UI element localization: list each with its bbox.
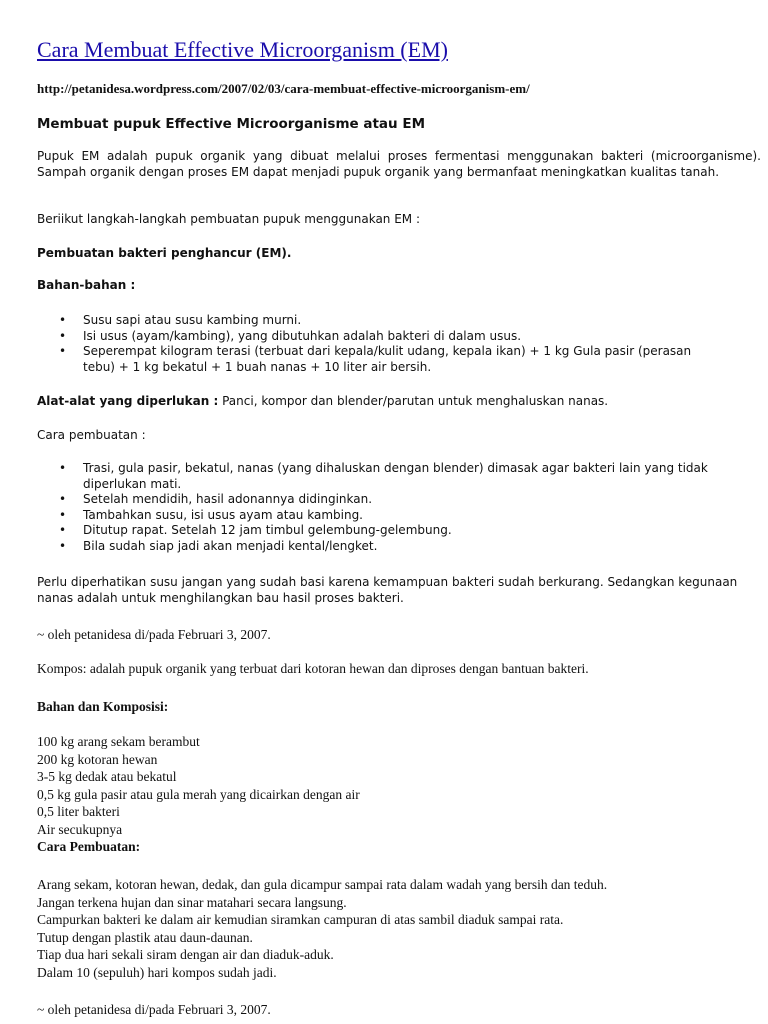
list-item: Air secukupnya — [37, 821, 123, 837]
method-heading-2: Cara Pembuatan: — [37, 839, 141, 854]
list-item: • Bila sudah siap jadi akan menjadi kental/lengket. — [37, 539, 723, 555]
source-url: http://petanidesa.wordpress.com/2007/02/03/cara-membuat-effective-microorganism-em/ — [37, 81, 530, 96]
list-item: 100 kg arang sekam berambut — [37, 734, 200, 749]
composition-list — [37, 733, 761, 856]
method-heading: Cara pembuatan : — [37, 428, 146, 442]
list-item: Campurkan bakteri ke dalam air kemudian siramkan campuran di atas sambil diaduk sampai rata. — [37, 912, 564, 927]
list-item: 0,5 kg gula pasir atau gula merah yang dicairkan dengan air — [37, 786, 360, 802]
article-heading: Membuat pupuk Effective Microorganisme atau EM — [37, 116, 426, 132]
ingredients-heading: Bahan-bahan : — [37, 278, 136, 292]
list-item: Tiap dua hari sekali siram dengan air dan diaduk-aduk. — [37, 947, 334, 962]
list-item: 3-5 kg dedak atau bekatul — [37, 769, 177, 784]
list-item: Tutup dengan plastik atau daun-daunan. — [37, 929, 253, 945]
section-heading: Pembuatan bakteri penghancur (EM). — [37, 246, 292, 260]
compost-intro: Kompos: adalah pupuk organik yang terbuat dari kotoran hewan dan diproses dengan bantuan bakteri. — [37, 661, 589, 676]
method-list — [37, 461, 761, 554]
list-item: • Seperempat kilogram terasi (terbuat dari kepala/kulit udang, kepala ikan) + 1 kg Gula pasir (perasan tebu) + 1 kg bekatul + 1 buah nanas + 10 liter air bersih. — [37, 344, 723, 375]
byline-2: ~ oleh petanidesa di/pada Februari 3, 2007. — [37, 1002, 271, 1017]
document-title[interactable]: Cara Membuat Effective Microorganism (EM) — [37, 37, 448, 62]
list-item: Dalam 10 (sepuluh) hari kompos sudah jadi. — [37, 964, 277, 980]
tools-text: Panci, kompor dan blender/parutan untuk menghaluskan nanas. — [222, 394, 609, 408]
intro-paragraph: Pupuk EM adalah pupuk organik yang dibuat melalui proses fermentasi menggunakan bakteri (microorganisme). Sampah organik dengan proses EM dapat menjadi pupuk organik yang bermanfaat meningkatkan kualitas tanah. — [37, 149, 761, 179]
list-item: • Ditutup rapat. Setelah 12 jam timbul gelembung-gelembung. — [37, 523, 723, 539]
steps-intro: Beriikut langkah-langkah pembuatan pupuk menggunakan EM : — [37, 212, 421, 226]
list-item: • Trasi, gula pasir, bekatul, nanas (yang dihaluskan dengan blender) dimasak agar bakteri lain yang tidak diperlukan mati. — [37, 461, 723, 492]
note-paragraph: Perlu diperhatikan susu jangan yang sudah basi karena kemampuan bakteri sudah berkurang. Sedangkan kegunaan nanas adalah untuk menghilangkan bau hasil proses bakteri. — [37, 575, 738, 605]
list-item: • Isi usus (ayam/kambing), yang dibutuhkan adalah bakteri di dalam usus. — [37, 329, 723, 345]
composition-heading: Bahan dan Komposisi: — [37, 699, 169, 714]
list-item: Arang sekam, kotoran hewan, dedak, dan gula dicampur sampai rata dalam wadah yang bersih dan teduh. — [37, 877, 608, 892]
list-item: 0,5 liter bakteri — [37, 804, 120, 819]
list-item: • Tambahkan susu, isi usus ayam atau kambing. — [37, 508, 723, 524]
byline: ~ oleh petanidesa di/pada Februari 3, 2007. — [37, 627, 271, 642]
tools-label: Alat-alat yang diperlukan : — [37, 394, 219, 408]
list-item: 200 kg kotoran hewan — [37, 751, 158, 767]
list-item: • Setelah mendidih, hasil adonannya didinginkan. — [37, 492, 723, 508]
ingredients-list — [37, 313, 761, 375]
list-item: Jangan terkena hujan dan sinar matahari secara langsung. — [37, 894, 347, 910]
method-lines — [37, 876, 761, 981]
tools-paragraph — [37, 394, 761, 410]
list-item: • Susu sapi atau susu kambing murni. — [37, 313, 723, 329]
